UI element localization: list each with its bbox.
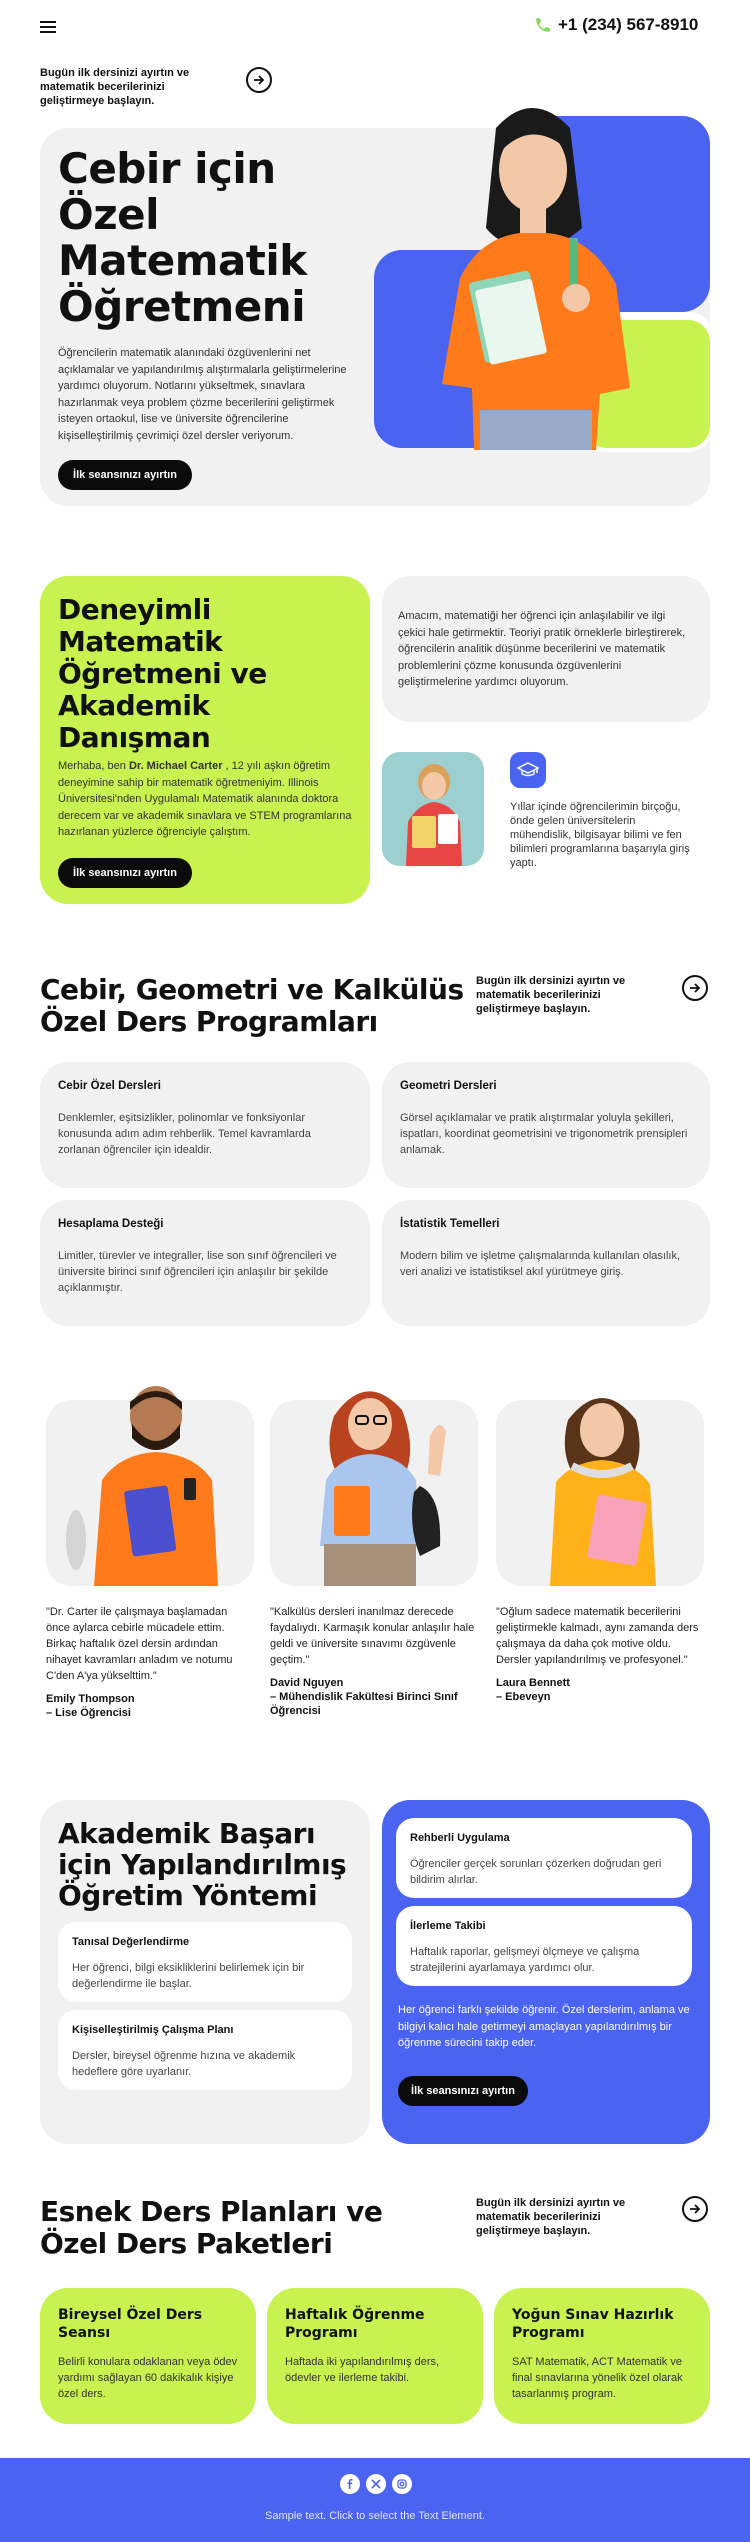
testimonial-card xyxy=(270,1604,478,1718)
step-title: İlerleme Takibi xyxy=(410,1920,486,1932)
plan-title: Haftalık Öğrenme Programı xyxy=(285,2307,425,2341)
testimonial-name: Laura Bennett xyxy=(496,1677,570,1689)
step-desc: Haftalık raporlar, gelişmeyi ölçmeye ve çalışma stratejilerini ayarlamaya yardımcı olur. xyxy=(410,1946,640,1974)
plan-desc: Haftada iki yapılandırılmış ders, ödevler ve ilerleme takibi. xyxy=(285,2356,440,2384)
graduation-cap-icon xyxy=(517,761,539,779)
program-title: Cebir Özel Dersleri xyxy=(58,1080,161,1092)
years-text: Yıllar içinde öğrencilerimin birçoğu, önde gelen üniversitelerin mühendislik, bilgisayar bilimi ve fen bilimleri programlarına başarıyla giriş yaptı. xyxy=(510,801,690,869)
about-book-button[interactable]: İlk seansınızı ayırtın xyxy=(58,858,192,888)
programs-cta-text: Bugün ilk dersinizi ayırtın ve matematik becerilerinizi geliştirmeye başlayın. xyxy=(476,975,626,1015)
program-title: İstatistik Temelleri xyxy=(400,1218,500,1230)
testimonial-card xyxy=(496,1604,704,1704)
method-title: Akademik Başarı için Yapılandırılmış Öğretim Yöntemi xyxy=(58,1817,347,1912)
testimonial-quote: "Oğlum sadece matematik becerilerini geliştirmekle kalmadı, aynı zamanda ders çalışmaya da daha çok motive oldu. Dersler yapılandırılmış ve profesyonel." xyxy=(496,1606,699,1666)
step-desc: Öğrenciler gerçek sorunları çözerken doğrudan geri bildirim alırlar. xyxy=(410,1858,662,1886)
footer-text: Sample text. Click to select the Text Element. xyxy=(265,2510,485,2522)
phone-number: +1 (234) 567-8910 xyxy=(558,15,699,34)
x-icon xyxy=(371,2479,381,2489)
about-title: Deneyimli Matematik Öğretmeni ve Akademik Danışman xyxy=(58,593,267,754)
programs-arrow-button[interactable] xyxy=(682,975,708,1001)
plan-desc: SAT Matematik, ACT Matematik ve final sınavlarına yönelik özel olarak tasarlanmış program. xyxy=(512,2356,683,2400)
method-book-button[interactable]: İlk seansınızı ayırtın xyxy=(398,2076,528,2106)
testimonial-role: – Mühendislik Fakültesi Birinci Sınıf Öğrencisi xyxy=(270,1691,458,1717)
testimonial-card xyxy=(46,1604,254,1720)
method-step-card xyxy=(396,1906,692,1986)
hero-book-button[interactable]: İlk seansınızı ayırtın xyxy=(58,460,192,490)
testimonial-role: – Ebeveyn xyxy=(496,1691,551,1703)
hero-student-photo xyxy=(420,88,660,450)
program-card xyxy=(40,1062,370,1188)
facebook-icon xyxy=(345,2479,355,2489)
step-title: Kişiselleştirilmiş Çalışma Planı xyxy=(72,2024,234,2036)
mission-text: Amacım, matematiği her öğrenci için anlaşılabilir ve ilgi çekici hale getirmektir. Teoriyi pratik örneklerle birleştirerek, öğrencilerin analitik düşünme becerilerini ve matematik problemlerini çözme konusunda özgüvenlerini geliştirmelerine yardımcı oluyorum. xyxy=(398,610,686,688)
social-links xyxy=(340,2474,412,2494)
program-desc: Limitler, türevler ve integraller, lise son sınıf öğrencileri ve üniversite birinci sınıf öğrencileri için anlaşılır bir şekilde açıklanmıştır. xyxy=(58,1250,337,1294)
plans-arrow-button[interactable] xyxy=(682,2196,708,2222)
student-thumbnail xyxy=(382,752,484,866)
plans-title: Esnek Ders Planları ve Özel Ders Paketleri xyxy=(40,2195,383,2260)
method-step-card xyxy=(58,2010,352,2090)
program-card xyxy=(382,1062,710,1188)
plan-card xyxy=(494,2288,710,2424)
tutor-name: Dr. Michael Carter xyxy=(128,760,223,772)
method-step-card xyxy=(58,1922,352,2002)
program-title: Hesaplama Desteği xyxy=(58,1218,164,1230)
step-title: Tanısal Değerlendirme xyxy=(72,1936,190,1948)
testimonial-role: – Lise Öğrencisi xyxy=(46,1707,131,1719)
program-card xyxy=(40,1200,370,1326)
step-desc: Her öğrenci, bilgi eksikliklerini belirlemek için bir değerlendirme ile başlar. xyxy=(72,1962,305,1990)
menu-button[interactable] xyxy=(40,20,56,34)
step-desc: Dersler, bireysel öğrenme hızına ve akademik hedeflere göre uyarlanır. xyxy=(72,2050,296,2078)
hero-arrow-button[interactable] xyxy=(246,67,272,93)
method-step-card xyxy=(396,1818,692,1898)
testimonial-name: David Nguyen xyxy=(270,1677,344,1689)
program-desc: Görsel açıklamalar ve pratik alıştırmalar yoluyla şekilleri, ispatları, koordinat geometrisini ve trigonometrik prensipleri anlamak. xyxy=(400,1112,688,1156)
footer xyxy=(0,2458,750,2542)
phone-icon xyxy=(534,16,552,34)
arrow-right-icon xyxy=(689,982,701,994)
testimonial-photo xyxy=(290,1376,460,1586)
facebook-link[interactable] xyxy=(340,2474,360,2494)
plan-title: Bireysel Özel Ders Seansı xyxy=(58,2307,203,2341)
instagram-icon xyxy=(397,2479,407,2489)
hero-title: Cebir için Özel Matematik Öğretmeni xyxy=(58,144,307,331)
program-desc: Denklemler, eşitsizlikler, polinomlar ve fonksiyonlar konusunda adım adım rehberlik. Temel kavramlarda zorlanan öğrenciler için idealdir. xyxy=(58,1112,311,1156)
plan-card xyxy=(267,2288,483,2424)
program-card xyxy=(382,1200,710,1326)
testimonial-quote: "Kalkülüs dersleri inanılmaz derecede faydalıydı. Karmaşık konular anlaşılır hale geldi ve üniversite sınavımı özgüvenle geçtim." xyxy=(270,1606,475,1666)
method-blue-text: Her öğrenci farklı şekilde öğrenir. Özel derslerim, anlama ve bilgiyi kalıcı hale getirmeyi amaçlayan yapılandırılmış bir öğrenme sürecini takip eder. xyxy=(398,2004,690,2049)
testimonial-name: Emily Thompson xyxy=(46,1693,135,1705)
arrow-right-icon xyxy=(253,74,265,86)
step-title: Rehberli Uygulama xyxy=(410,1832,510,1844)
plan-desc: Belirli konulara odaklanan veya ödev yardımı sağlayan 60 dakikalık kişiye özel ders. xyxy=(58,2356,238,2400)
programs-title: Cebir, Geometri ve Kalkülüs Özel Ders Programları xyxy=(40,973,464,1038)
testimonial-quote: "Dr. Carter ile çalışmaya başlamadan önce aylarca cebirle mücadele ettim. Birkaç haftalık özel dersin ardından nihayet kavramları anladım ve notumu C'den A'ya yükselttim." xyxy=(46,1606,233,1682)
plan-title: Yoğun Sınav Hazırlık Programı xyxy=(512,2307,674,2341)
graduation-badge xyxy=(510,752,546,788)
about-intro: Merhaba, ben Dr. Michael Carter , 12 yılı aşkın öğretim deneyimine sahip bir matematik öğretmeniyim. Illinois Üniversitesi'nden Uygulamalı Matematik alanında doktora derecem var ve akademik sınavlara ve STEM programlarına hazırlanan yüzlerce öğrenciyle çalıştım. xyxy=(58,760,352,838)
instagram-link[interactable] xyxy=(392,2474,412,2494)
program-desc: Modern bilim ve işletme çalışmalarında kullanılan olasılık, veri analizi ve istatistiksel akıl yürütmeye giriş. xyxy=(400,1250,681,1278)
phone-link[interactable] xyxy=(534,15,698,35)
plan-card xyxy=(40,2288,256,2424)
plans-cta-text: Bugün ilk dersinizi ayırtın ve matematik becerilerinizi geliştirmeye başlayın. xyxy=(476,2197,626,2237)
hamburger-icon xyxy=(40,20,56,34)
hero-description: Öğrencilerin matematik alanındaki özgüvenlerini net açıklamalar ve yapılandırılmış alıştırmalarla geliştirmelerine yardımcı oluyorum. Notlarını yükseltmek, sınavlara hazırlanmak veya problem çözme becerilerini geliştirmek isteyen ortaokul, lise ve üniversite öğrencilerine kişiselleştirilmiş çevrimiçi özel dersler veriyorum. xyxy=(58,347,347,442)
arrow-right-icon xyxy=(689,2203,701,2215)
program-title: Geometri Dersleri xyxy=(400,1080,497,1092)
testimonial-photo xyxy=(516,1378,686,1586)
x-link[interactable] xyxy=(366,2474,386,2494)
hero-cta-text: Bugün ilk dersinizi ayırtın ve matematik becerilerinizi geliştirmeye başlayın. xyxy=(40,67,190,107)
testimonial-photo xyxy=(66,1380,236,1586)
